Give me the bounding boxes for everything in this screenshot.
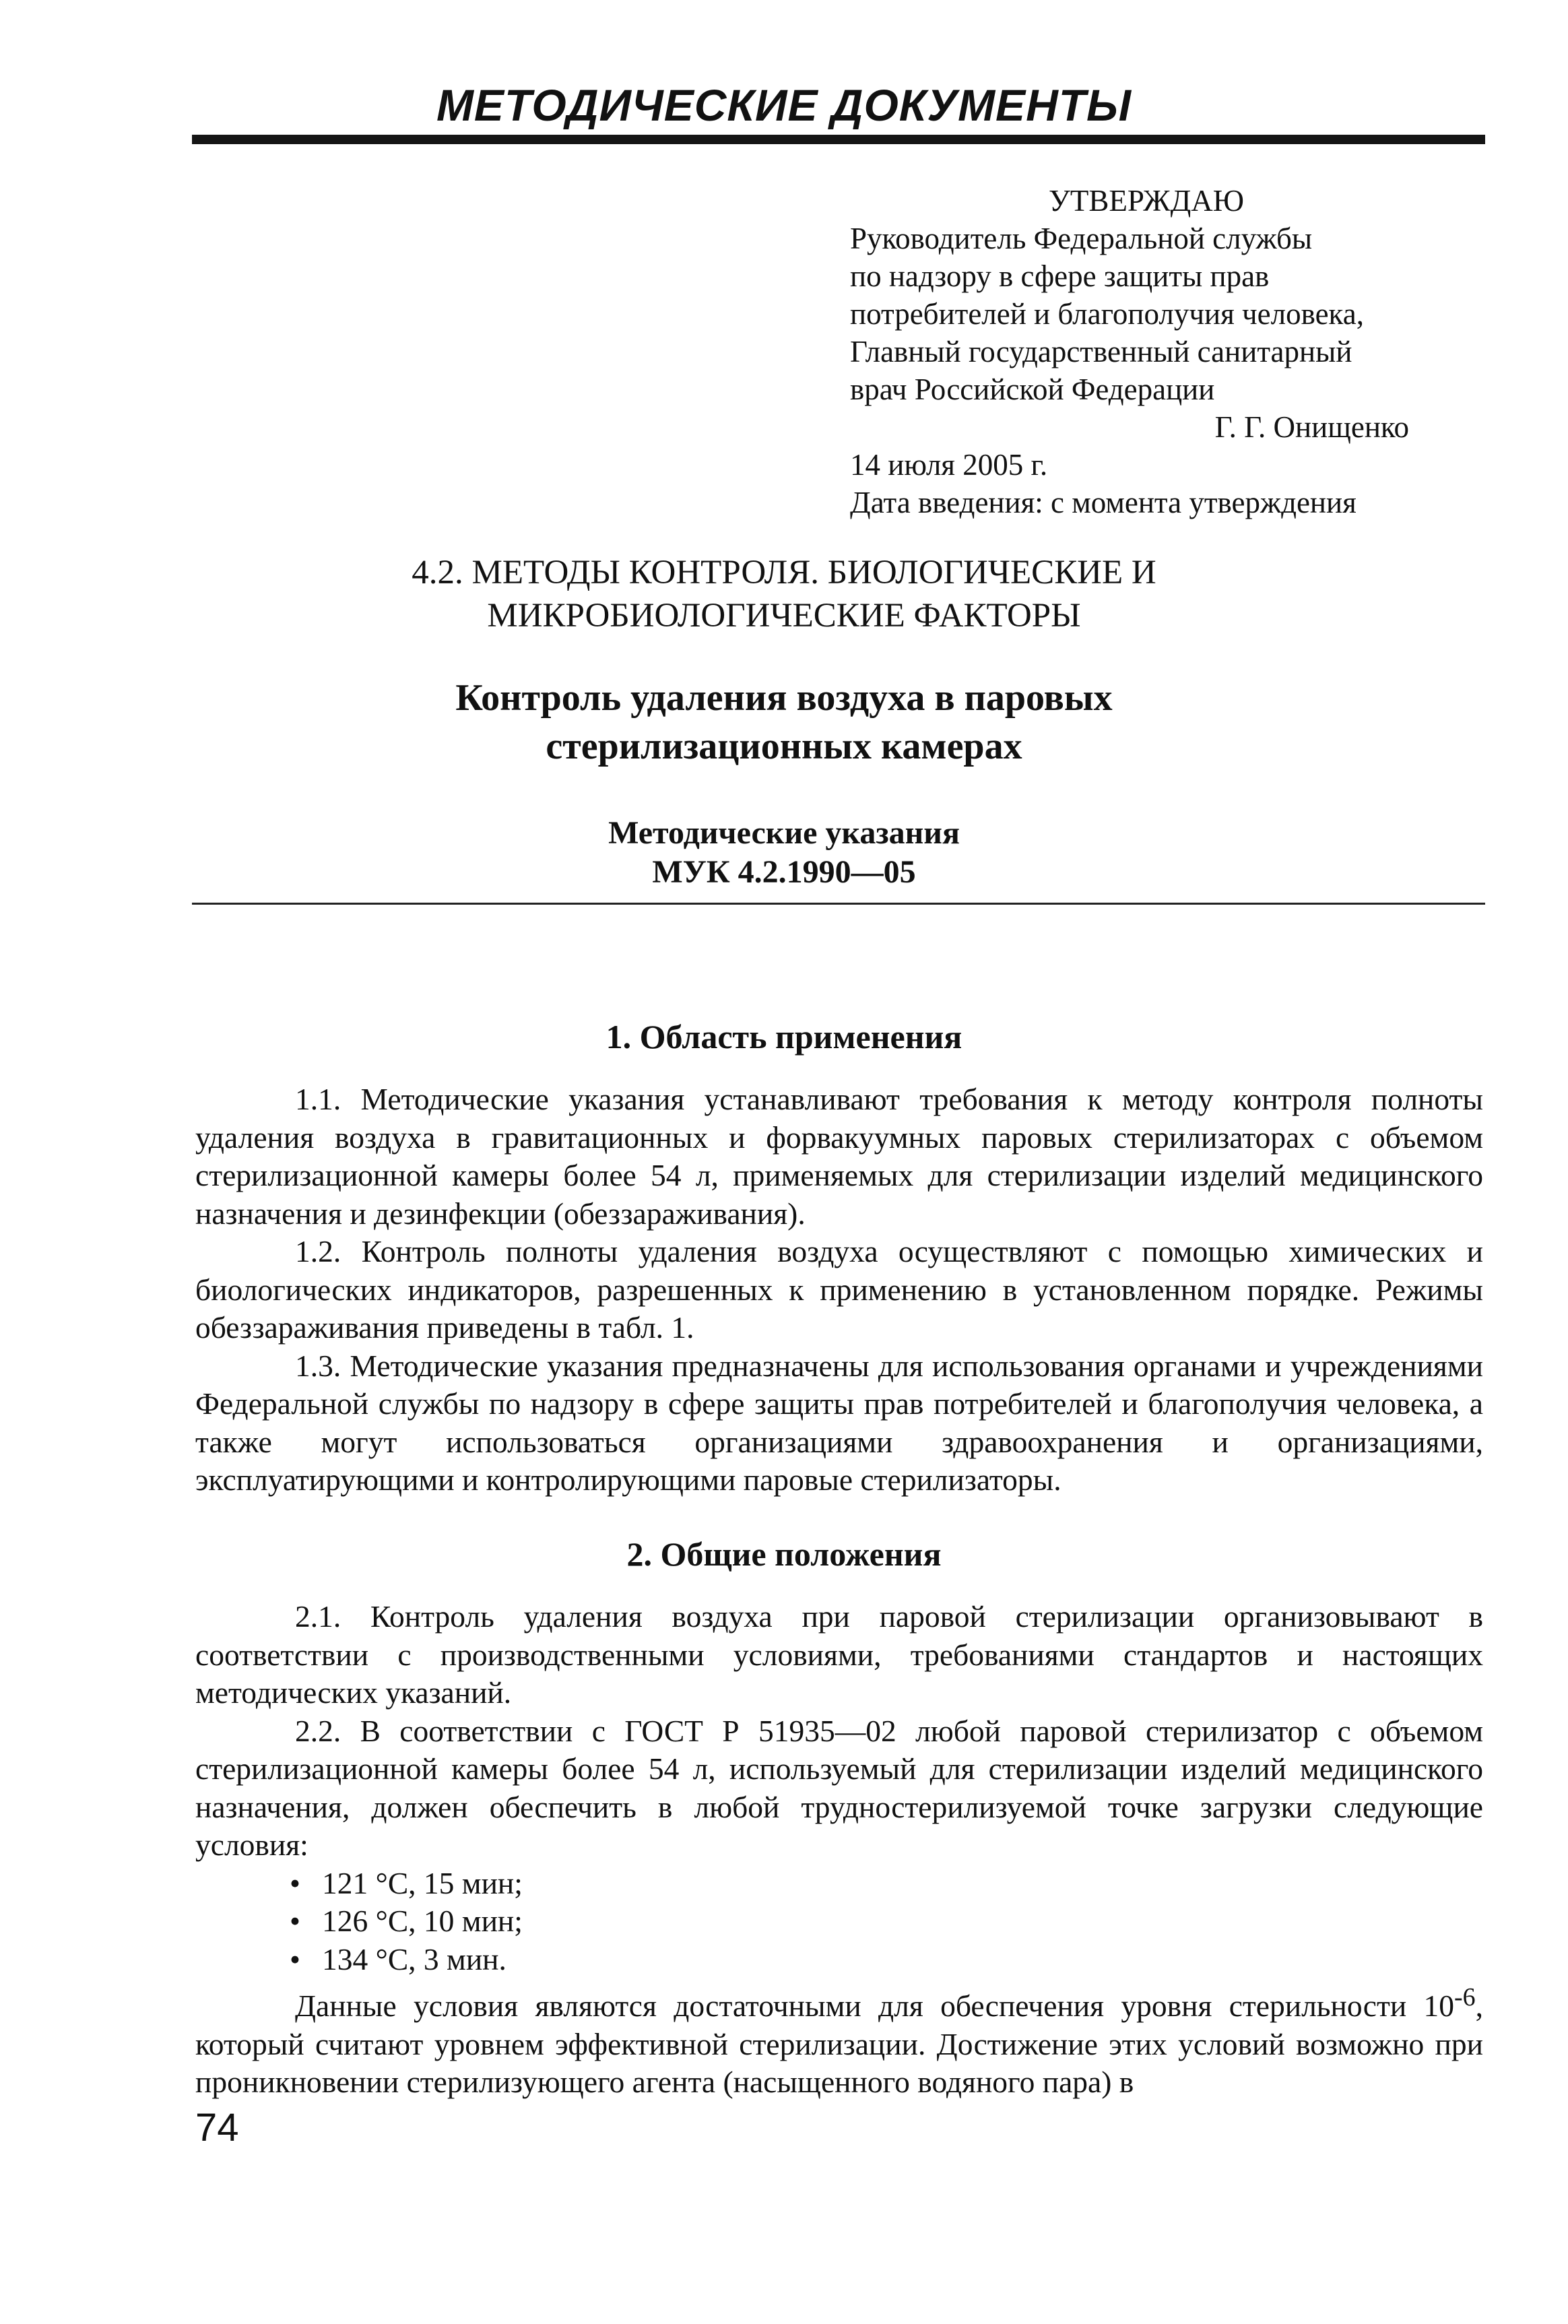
guidelines-label [0, 814, 1568, 892]
header-rule [192, 135, 1485, 144]
bullet-icon: • [290, 1904, 300, 1938]
approval-title: УТВЕРЖДАЮ [1048, 184, 1245, 218]
section-heading-general: 2. Общие положения [626, 1535, 942, 1573]
superscript-exponent: -6 [1454, 1983, 1476, 2011]
paragraph: 2.1. Контроль удаления воздуха при паровой стерилизации организовывают в соответствии с производственными условиями, требованиями стандартов и настоящих методических указаний. [195, 1599, 1483, 1710]
bullet-icon: • [290, 1941, 300, 1976]
document-title-line: Контроль удаления воздуха в паровых [455, 677, 1113, 719]
approval-block [850, 182, 1443, 521]
series-line: МИКРОБИОЛОГИЧЕСКИЕ ФАКТОРЫ [487, 597, 1081, 635]
paragraph: Данные условия являются достаточными для обеспечения уровня стерильности $10^{-6}$, который считают уровнем эффективной стерилизации. Достижение этих условий возможно при проникновении стерилизующего агента (насыщенного водяного пара) в [195, 1983, 1483, 2100]
paragraph: 1.2. Контроль полноты удаления воздуха осуществляют с помощью химических и биологических индикаторов, разрешенных к применению в установленном порядке. Режимы обеззараживания приведены в табл. 1. [195, 1234, 1483, 1345]
list-item: • 134 °С, 3 мин. [290, 1941, 1483, 1979]
approval-line: врач Российской Федерации [850, 373, 1215, 406]
title-divider [192, 903, 1485, 905]
paragraph: 1.3. Методические указания предназначены для использования органами и учреждениями Федеральной службы по надзору в сфере защиты прав потребителей и благополучия человека, а также могут использоваться организациями здравоохранения и организациями, эксплуатирующими и контролирующими паровые стерилизаторы. [195, 1348, 1483, 1497]
approval-signatory: Г. Г. Онищенко [1214, 410, 1409, 444]
paragraph: 1.1. Методические указания устанавливают требования к методу контроля полноты удаления воздуха в гравитационных и форвакуумных паровых стерилизаторах с объемом стерилизационной камеры более 54 л, применяемых для стерилизации изделий медицинского назначения и дезинфекции (обеззараживания). [195, 1082, 1483, 1231]
page-number: 74 [195, 2106, 239, 2150]
approval-line: Главный государственный санитарный [850, 335, 1352, 368]
guidelines-code: МУК 4.2.1990—05 [652, 854, 916, 890]
guidelines-type: Методические указания [608, 815, 960, 851]
list-item: • 126 °С, 10 мин; [290, 1902, 1483, 1941]
section-heading-scope: 1. Область применения [606, 1018, 962, 1056]
approval-effective-date: Дата введения: с момента утверждения [850, 486, 1357, 519]
list-item: • 121 °С, 15 мин; [290, 1865, 1483, 1903]
bullet-icon: • [290, 1865, 300, 1900]
approval-line: по надзору в сфере защиты прав [850, 259, 1270, 293]
conditions-list [195, 1865, 1483, 1979]
section-scope-body [195, 1080, 1483, 1499]
running-header-title: МЕТОДИЧЕСКИЕ ДОКУМЕНТЫ [436, 80, 1132, 130]
document-title-line: стерилизационных камерах [546, 725, 1022, 767]
section-general-body [195, 1598, 1483, 2102]
approval-line: Руководитель Федеральной службы [850, 222, 1313, 255]
paragraph: 2.2. В соответствии с ГОСТ Р 51935—02 любой паровой стерилизатор с объемом стерилизационной камеры более 54 л, используемый для стерилизации изделий медицинского назначения, должен обеспечить в любой трудностерилизуемой точке загрузки следующие условия: [195, 1713, 1483, 1862]
approval-date: 14 июля 2005 г. [850, 448, 1048, 482]
series-line: 4.2. МЕТОДЫ КОНТРОЛЯ. БИОЛОГИЧЕСКИЕ И [412, 554, 1156, 591]
document-title [0, 674, 1568, 771]
document-series [0, 551, 1568, 637]
approval-line: потребителей и благополучия человека, [850, 297, 1364, 331]
